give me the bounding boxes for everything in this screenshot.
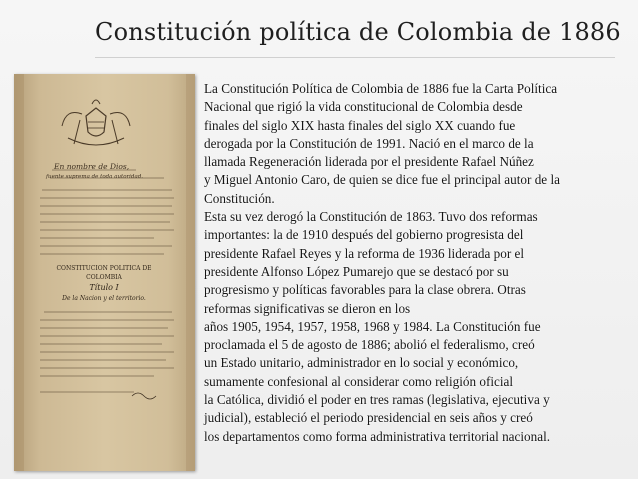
document-caption-line1: En nombre de Dios, — [54, 162, 130, 171]
body-line: Esta su vez derogó la Constitución de 1863. Tuvo dos reformas — [204, 209, 538, 225]
body-line: derogada por la Constitución de 1991. Nació en el marco de la — [204, 135, 534, 151]
body-line: presidente Rafael Reyes y la reforma de 1936 liderada por el — [204, 245, 525, 261]
body-line: reformas significativas se dieron en los — [204, 300, 411, 316]
body-line: Nacional que rigió la vida constitucional de Colombia desde — [204, 99, 523, 115]
slide-body-text — [204, 80, 602, 446]
body-line: judicial), estableció el periodo presidencial en seis años y creó — [204, 410, 533, 426]
coat-of-arms-icon — [62, 100, 130, 145]
constitution-document-image — [14, 74, 195, 471]
document-heading-3: Título I — [89, 283, 119, 292]
slide-title: Constitución política de Colombia de 1886 — [95, 18, 621, 46]
body-line: presidente Alfonso López Pumarejo que se destacó por su — [204, 263, 509, 279]
title-divider — [95, 57, 615, 58]
document-heading-1: CONSTITUCION POLITICA DE — [56, 265, 152, 272]
signature-icon — [132, 393, 156, 399]
body-line: un Estado unitario, administrador en lo social y económico, — [204, 355, 519, 371]
document-caption-line2: fuente suprema de toda autoridad. — [46, 174, 143, 180]
body-line: llamada Regeneración liderada por el presidente Rafael Núñez — [204, 154, 534, 170]
document-scan-icon — [14, 74, 195, 471]
document-heading-4: De la Nacion y el territorio. — [62, 295, 146, 302]
body-line: Constitución. — [204, 190, 275, 206]
document-heading-2: COLOMBIA — [86, 274, 122, 281]
body-line: importantes: la de 1910 después del gobierno progresista del — [204, 227, 524, 243]
body-line: finales del siglo XIX hasta finales del siglo XX cuando fue — [204, 117, 516, 133]
body-line: la Católica, dividió el poder en tres ramas (legislativa, ejecutiva y — [204, 392, 550, 408]
body-line: progresismo y políticas favorables para la clase obrera. Otras — [204, 282, 526, 298]
body-line: proclamada el 5 de agosto de 1886; abolió el federalismo, creó — [204, 337, 535, 353]
body-line: los departamentos como forma administrativa territorial nacional. — [204, 428, 551, 444]
body-line: años 1905, 1954, 1957, 1958, 1968 y 1984. La Constitución fue — [204, 318, 541, 334]
body-line: La Constitución Política de Colombia de 1886 fue la Carta Política — [204, 81, 558, 96]
body-line: sumamente confesional al considerar como religión oficial — [204, 373, 514, 389]
body-line: y Miguel Antonio Caro, de quien se dice fue el principal autor de la — [204, 172, 560, 188]
